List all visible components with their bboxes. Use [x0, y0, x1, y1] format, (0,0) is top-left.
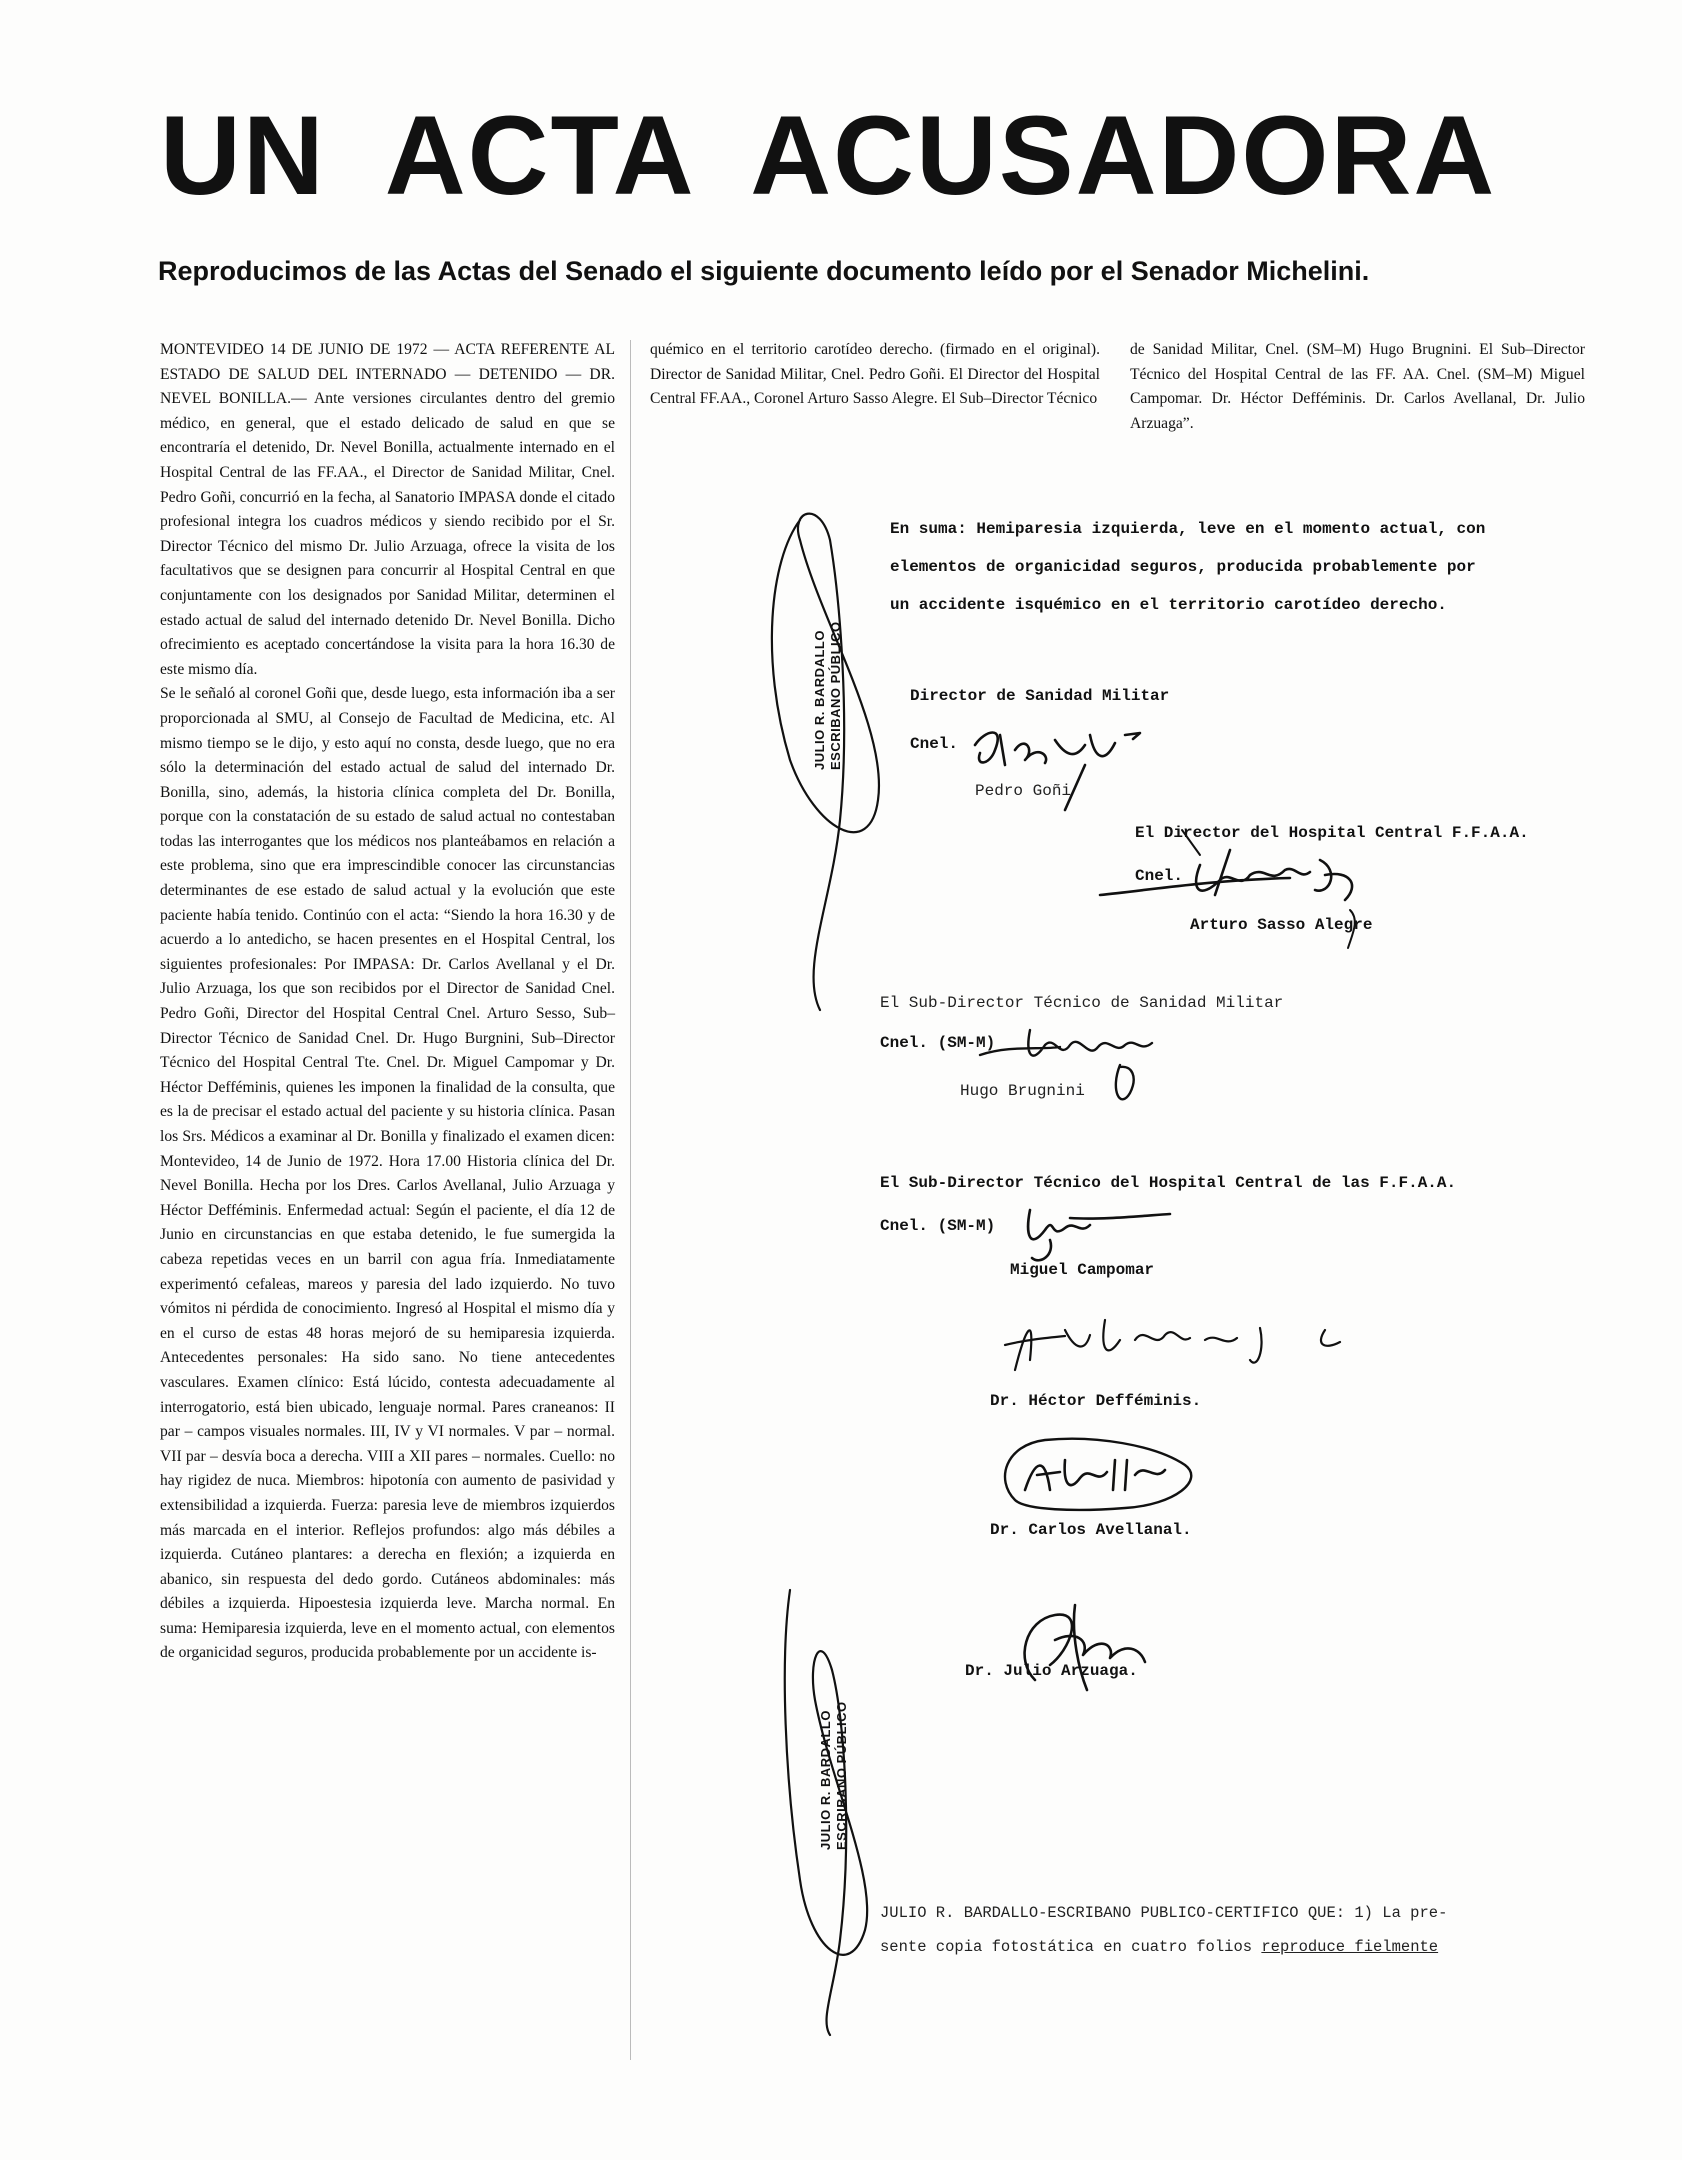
stamp-name: JULIO R. BARDALLO [818, 1710, 833, 1850]
sig2-title: El Director del Hospital Central F.F.A.A. [1135, 824, 1529, 842]
sig4-rank: Cnel. (SM-M) [880, 1217, 996, 1235]
sig4-name: Miguel Campomar [1010, 1261, 1155, 1279]
sig3-title: El Sub-Director Técnico de Sanidad Militar [880, 994, 1284, 1012]
article-column-2 [650, 338, 1100, 412]
notary-stamp-upper [812, 620, 876, 770]
stamp-title: ESCRIBANO PÚBLICO [834, 1701, 849, 1850]
diagnosis-line: elementos de organicidad seguros, producida probablemente por [890, 558, 1476, 576]
stamp-name: JULIO R. BARDALLO [812, 630, 827, 770]
notary-stamp-lower [818, 1700, 882, 1850]
sig4-title: El Sub-Director Técnico del Hospital Central de las F.F.A.A. [880, 1174, 1457, 1192]
article-paragraph: quémico en el territorio carotídeo derecho. (firmado en el original). Director de Sanidad Militar, Cnel. Pedro Goñi. El Director del Hospital Central FF.AA., Coronel Arturo Sasso Alegre. El Sub–Director Técnico [650, 341, 1100, 408]
diagnosis-typed-text [890, 510, 1610, 624]
article-paragraph: de Sanidad Militar, Cnel. (SM–M) Hugo Brugnini. El Sub–Director Técnico del Hospital Central de las FF. AA. Cnel. (SM–M) Miguel Campomar. Dr. Héctor Defféminis. Dr. Carlos Avellanal, Dr. Julio Arzuaga”. [1130, 341, 1585, 432]
subtitle: Reproducimos de las Actas del Senado el siguiente documento leído por el Senador Michelini. [158, 256, 1370, 286]
article-paragraph: MONTEVIDEO 14 DE JUNIO DE 1972 — ACTA REFERENTE AL ESTADO DE SALUD DEL INTERNADO — DETENIDO — DR. NEVEL BONILLA.— Ante versiones circulantes dentro del gremio médico, en general, que el estado delicado de salud en que se encontraría el detenido, Dr. Nevel Bonilla, actualmente internado en el Hospital Central de las FF.AA., el Director de Sanidad Militar, Cnel. Pedro Goñi, concurrió en la fecha, al Sanatorio IMPASA donde el citado profesional integra los cuadros médicos y siendo recibido por el Sr. Director Técnico del mismo Dr. Julio Arzuaga, ofrece la visita de los facultativos que se designen para concurrir al Hospital Central en que conjuntamente con los designados por Sanidad Militar, determinen el estado actual de salud del internado detenido Dr. Nevel Bonilla. Dicho ofrecimiento es aceptado concertándose la visita para la hora 16.30 de este mismo día. [160, 341, 615, 678]
stamp-title: ESCRIBANO PÚBLICO [828, 621, 843, 770]
notary-certification [880, 1896, 1600, 1964]
sig3-name: Hugo Brugnini [960, 1082, 1085, 1100]
sig1-title: Director de Sanidad Militar [910, 687, 1170, 705]
notary-line-2-text: sente copia fotostática en cuatro folios [880, 1938, 1262, 1956]
sig7-name: Dr. Julio Arzuaga. [965, 1662, 1138, 1680]
diagnosis-line: En suma: Hemiparesia izquierda, leve en el momento actual, con [890, 520, 1486, 538]
signature-deffeminis [995, 1290, 1375, 1400]
headline: UN ACTA ACUSADORA [160, 93, 1497, 218]
sig2-name: Arturo Sasso Alegre [1190, 916, 1373, 934]
notary-line-2 [880, 1930, 1600, 1964]
notary-line-1: JULIO R. BARDALLO-ESCRIBANO PUBLICO-CERTIFICO QUE: 1) La pre- [880, 1904, 1448, 1922]
sig1-name: Pedro Goñi [975, 782, 1072, 800]
signature-brugnini [970, 1005, 1190, 1125]
sig5-name: Dr. Héctor Defféminis. [990, 1392, 1202, 1410]
article-column-1 [160, 338, 615, 1666]
sig6-name: Dr. Carlos Avellanal. [990, 1521, 1192, 1539]
sig2-rank: Cnel. [1135, 867, 1184, 885]
signature-campomar [1010, 1180, 1190, 1270]
signature-arzuaga [975, 1590, 1175, 1700]
signature-avellanal [985, 1420, 1215, 1530]
facsimile-document [760, 500, 1620, 2060]
article-column-3 [1130, 338, 1585, 436]
notary-line-2-underlined: reproduce fielmente [1261, 1938, 1439, 1956]
sig3-rank: Cnel. (SM-M) [880, 1034, 996, 1052]
sig1-rank: Cnel. [910, 735, 959, 753]
diagnosis-line: un accidente isquémico en el territorio carotídeo derecho. [890, 596, 1447, 614]
article-paragraph: Se le señaló al coronel Goñi que, desde luego, esta información iba a ser proporcionada al SMU, al Consejo de Facultad de Medicina, etc. Al mismo tiempo se le dijo, y esto aquí no consta, desde luego, que no era sólo la determinación del estado actual de salud del internado Dr. Bonilla, sino, además, la historia clínica completa del Dr. Bonilla, porque con la constatación de su estado de salud actual no contestaban todas las interrogantes que los médicos nos planteábamos en relación a este problema, sino que era imprescindible conocer las circunstancias determinantes de ese estado de salud actual y la evolución que este paciente había tenido. Continúo con el acta: “Siendo la hora 16.30 y de acuerdo a lo antedicho, se hacen presentes en el Hospital Central, los siguientes profesionales: Por IMPASA: Dr. Carlos Avellanal y el Dr. Julio Arzuaga, los que son recibidos por el Director de Sanidad Cnel. Pedro Goñi, Director del Hospital Central Cnel. Arturo Sesso, Sub–Director Técnico de Sanidad Cnel. Dr. Hugo Burgnini, Sub–Director Técnico del Hospital Central Tte. Cnel. Dr. Miguel Campomar y Dr. Héctor Defféminis, quienes les imponen la finalidad de la consulta, que es la de precisar el estado actual del paciente y su historia clínica. Pasan los Srs. Médicos a examinar al Dr. Bonilla y finalizado el examen dicen: Montevideo, 14 de Junio de 1972. Hora 17.00 Historia clínica del Dr. Nevel Bonilla. Hecha por los Dres. Carlos Avellanal, Julio Arzuaga y Héctor Defféminis. Enfermedad actual: Según el paciente, el día 12 de Junio en circunstancias en que estaba detenido, le fue sumergida la cabeza repetidas veces en un barril con agua fría. Inmediatamente experimentó cefaleas, mareos y paresia del lado izquierdo. No tuvo vómitos ni pérdida de conocimiento. Ingresó al Hospital el mismo día y en el curso de estas 48 horas mejoró de su hemiparesia izquierda. Antecedentes personales: Ha sido sano. No tiene antecedentes vasculares. Examen clínico: Está lúcido, contesta adecuadamente al interrogatorio, está bien ubicado, lenguaje normal. Pares craneanos: II par – campos visuales normales. III, IV y VI normales. V par – normal. VII par – desvía boca a derecha. VIII a XII pares – normales. Cuello: no hay rigidez de nuca. Miembros: hipotonía con aumento de pasividad y extensibilidad a izquierda. Fuerza: paresia leve de miembros izquierdos más marcada en el interior. Reflejos profundos: algo más débiles a izquierda. Cutáneo plantares: a derecha en flexión; a izquierda en abanico, sin respuesta del dedo gordo. Cutáneos abdominales: más débiles a izquierda. Hipoestesia izquierda leve. Marcha normal. En suma: Hemiparesia izquierda, leve en el momento actual, con elementos de organicidad seguros, producida probablemente por un accidente is- [160, 685, 615, 1662]
column-divider [630, 340, 631, 2060]
